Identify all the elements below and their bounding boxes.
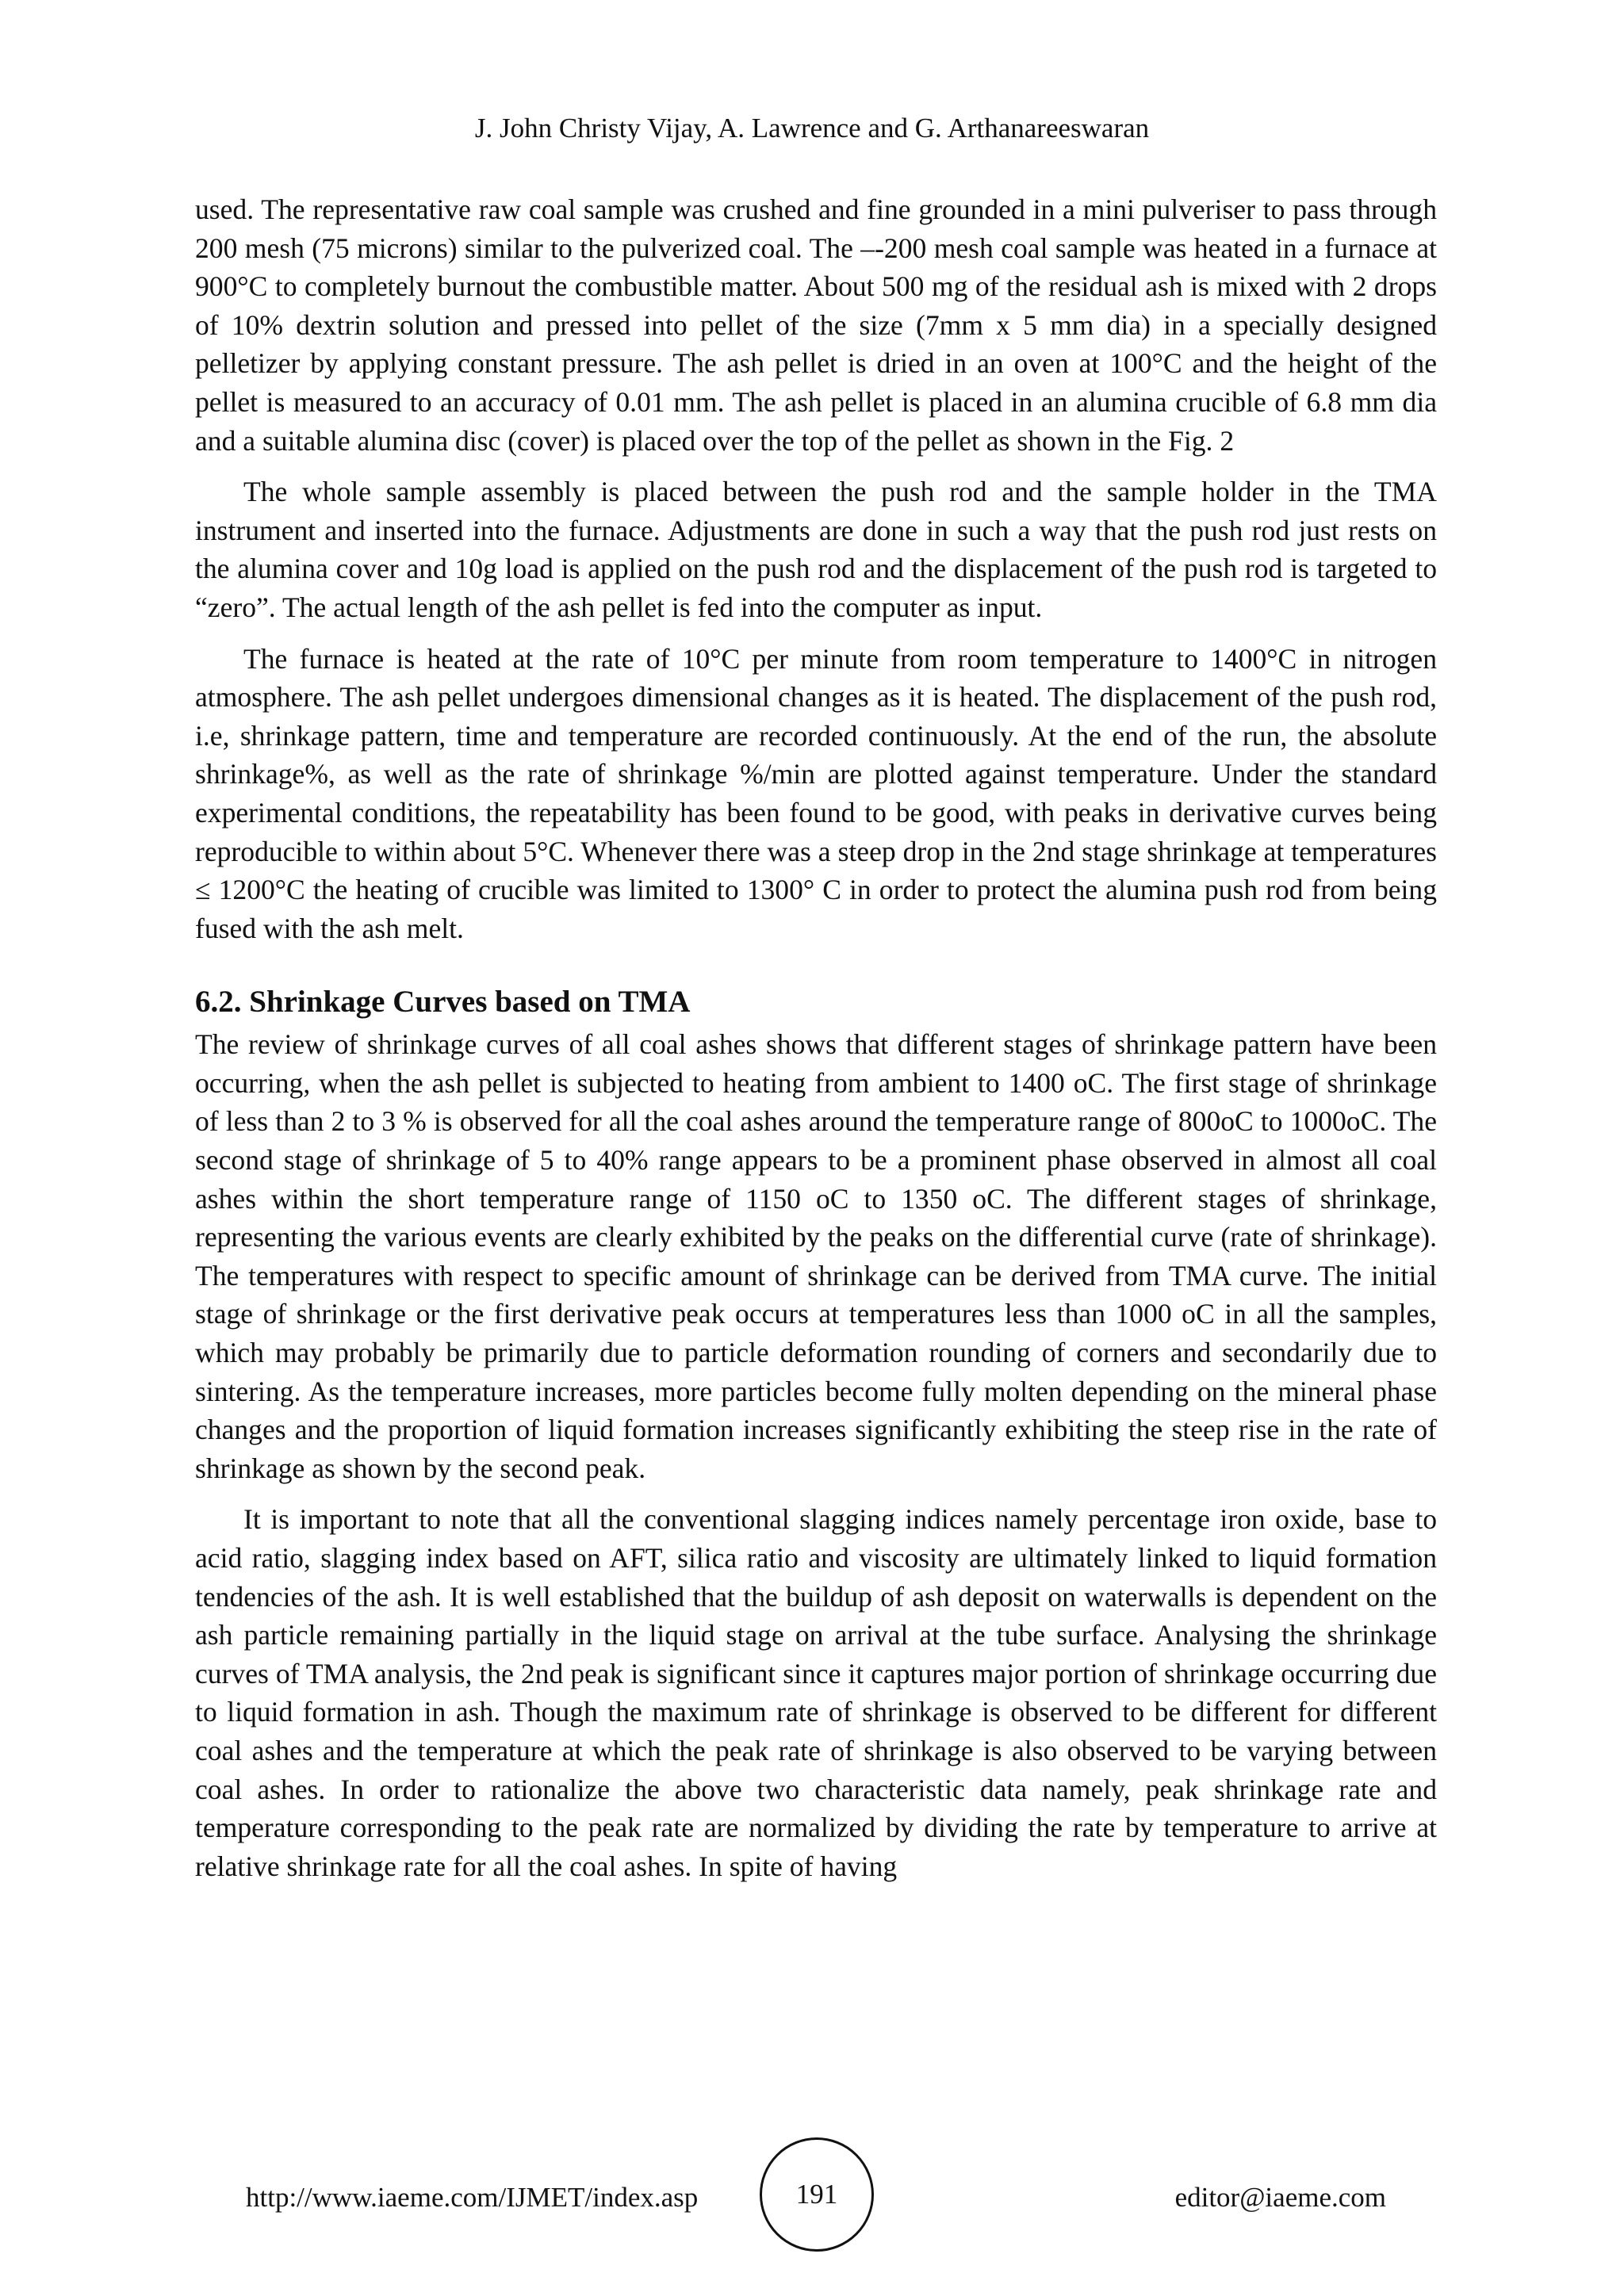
paragraph-sample-assembly: The whole sample assembly is placed between the push rod and the sample holder in the TMA instrument and inserted into the furnace. Adjustments are done in such a way that the push rod just rests on the alumina cover and 10g load is applied on the push rod and the displacement of the push rod is targeted to “zero”. The actual length of the ash pellet is fed into the computer as input. <box>195 476 1437 623</box>
page-number-badge <box>760 2137 874 2252</box>
footer-url-link[interactable]: http://www.iaeme.com/IJMET/index.asp <box>246 2182 699 2213</box>
paragraph-sample-preparation: used. The representative raw coal sample was crushed and fine grounded in a mini pulveriser to pass through 200 mesh (75 microns) similar to the pulverized coal. The –-200 mesh coal sample was heated in a furnace at 900°C to completely burnout the combustible matter. About 500 mg of the residual ash is mixed with 2 drops of 10% dextrin solution and pressed into pellet of the size (7mm x 5 mm dia) in a specially designed pelletizer by applying constant pressure. The ash pellet is dried in an oven at 100°C and the height of the pellet is measured to an accuracy of 0.01 mm. The ash pellet is placed in an alumina crucible of 6.8 mm dia and a suitable alumina disc (cover) is placed over the top of the pellet as shown in the Fig. 2 <box>195 193 1437 457</box>
page-footer <box>0 2137 1624 2256</box>
running-header <box>0 111 1624 146</box>
header-authors: J. John Christy Vijay, A. Lawrence and G. Arthanareeswaran <box>474 113 1150 144</box>
body-text <box>195 190 1437 1885</box>
paragraph-furnace-heating: The furnace is heated at the rate of 10°C per minute from room temperature to 1400°C in nitrogen atmosphere. The ash pellet undergoes dimensional changes as it is heated. The displacement of the push rod, i.e, shrinkage pattern, time and temperature are recorded continuously. At the end of the run, the absolute shrinkage%, as well as the rate of shrinkage %/min are plotted against temperature. Under the standard experimental conditions, the repeatability has been found to be good, with peaks in derivative curves being reproducible to within about 5°C. Whenever there was a steep drop in the 2nd stage shrinkage at temperatures ≤ 1200°C the heating of crucible was limited to 1300° C in order to protect the alumina push rod from being fused with the ash melt. <box>195 642 1437 944</box>
paragraph-slagging-indices: It is important to note that all the conventional slagging indices namely percentage iron oxide, base to acid ratio, slagging index based on AFT, silica ratio and viscosity are ultimately linked to liquid formation tendencies of the ash. It is well established that the buildup of ash deposit on waterwalls is dependent on the ash particle remaining partially in the liquid stage on arrival at the tube surface. Analysing the shrinkage curves of TMA analysis, the 2nd peak is significant since it captures major portion of shrinkage occurring due to liquid formation in ash. Though the maximum rate of shrinkage is observed to be different for different coal ashes and the temperature at which the peak rate of shrinkage is also observed to be varying between coal ashes. In order to rationalize the above two characteristic data namely, peak shrinkage rate and temperature corresponding to the peak rate are normalized by dividing the rate by temperature to arrive at relative shrinkage rate for all the coal ashes. In spite of having <box>195 1503 1437 1882</box>
page-number: 191 <box>795 2179 838 2210</box>
section-heading: 6.2. Shrinkage Curves based on TMA <box>195 985 691 1020</box>
paragraph-shrinkage-review: The review of shrinkage curves of all coal ashes shows that different stages of shrinkage pattern have been occurring, when the ash pellet is subjected to heating from ambient to 1400 oC. The first stage of shrinkage of less than 2 to 3 % is observed for all the coal ashes around the temperature range of 800oC to 1000oC. The second stage of shrinkage of 5 to 40% range appears to be a prominent phase observed in almost all coal ashes within the short temperature range of 1150 oC to 1350 oC. The different stages of shrinkage, representing the various events are clearly exhibited by the peaks on the differential curve (rate of shrinkage). The temperatures with respect to specific amount of shrinkage can be derived from TMA curve. The initial stage of shrinkage or the first derivative peak occurs at temperatures less than 1000 oC in all the samples, which may probably be primarily due to particle deformation rounding of corners and secondarily due to sintering. As the temperature increases, more particles become fully molten depending on the mineral phase changes and the proportion of liquid formation increases significantly exhibiting the steep rise in the rate of shrinkage as shown by the second peak. <box>195 1028 1437 1484</box>
footer-email-link[interactable]: editor@iaeme.com <box>1174 2182 1386 2213</box>
